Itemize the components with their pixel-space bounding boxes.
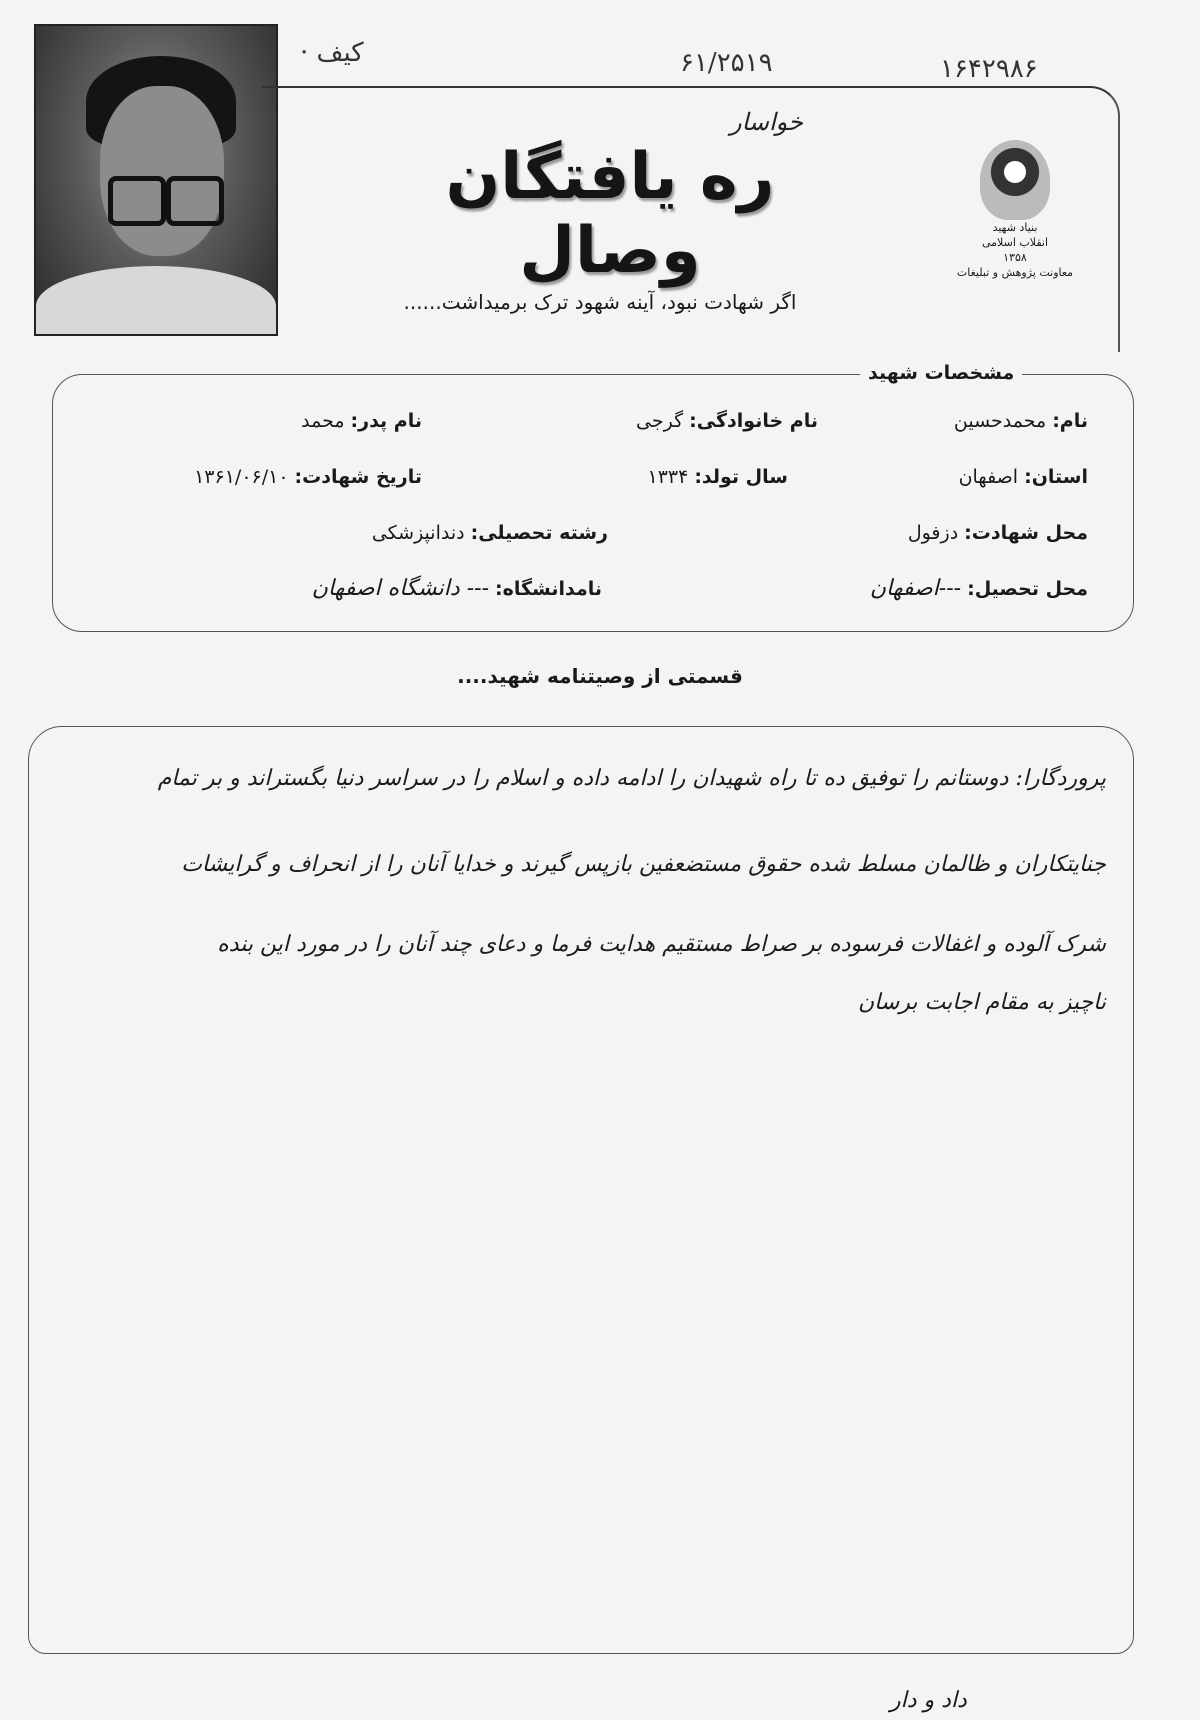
logo-line: انقلاب اسلامی bbox=[982, 236, 1048, 249]
logo-line: ۱۳۵۸ bbox=[1003, 251, 1027, 264]
field-university bbox=[312, 576, 602, 601]
field-value: ---اصفهان bbox=[869, 576, 962, 601]
field-study-major bbox=[372, 522, 608, 544]
field-study-place bbox=[870, 576, 1088, 601]
field-label: نام پدر: bbox=[350, 410, 422, 432]
martyr-photo bbox=[34, 24, 278, 336]
page-title: ره یافتگان وصال bbox=[445, 140, 775, 288]
will-line: ناچیز به مقام اجابت برسان bbox=[857, 990, 1106, 1015]
emblem-icon bbox=[980, 140, 1050, 220]
field-label: نام خانوادگی: bbox=[689, 410, 818, 432]
will-section-title: قسمتی از وصیتنامه شهید.... bbox=[457, 664, 743, 688]
page-subtitle: اگر شهادت نبود، آینه شهود ترک برمیداشت...... bbox=[403, 290, 797, 314]
field-martyrdom-place bbox=[908, 522, 1088, 544]
field-value: محمد bbox=[301, 410, 345, 432]
top-handwritten-marks: · کیف bbox=[300, 38, 364, 68]
logo-line: معاونت پژوهش و تبلیغات bbox=[956, 266, 1074, 279]
field-birth-year bbox=[647, 466, 788, 488]
will-line: شرک آلوده و اغفالات فرسوده بر صراط مستقیم هدایت فرما و دعای چند آنان را در مورد این بنده bbox=[217, 932, 1106, 957]
field-label: استان: bbox=[1024, 466, 1088, 488]
field-martyrdom-date bbox=[194, 466, 422, 488]
field-value: --- دانشگاه اصفهان bbox=[311, 576, 489, 601]
field-value: گرجی bbox=[636, 410, 684, 432]
field-label: نامدانشگاه: bbox=[495, 578, 602, 600]
logo-line: بنیاد شهید bbox=[992, 221, 1038, 234]
field-family-name bbox=[636, 410, 818, 432]
field-label: سال تولد: bbox=[694, 466, 788, 488]
field-name bbox=[954, 410, 1088, 432]
field-label: رشته تحصیلی: bbox=[470, 522, 608, 544]
header-handwritten-note: خواسار bbox=[730, 108, 803, 136]
field-value: محمدحسین bbox=[953, 410, 1047, 432]
file-number: ۱۶۴۲۹۸۶ bbox=[940, 54, 1038, 84]
will-line: جنایتکاران و ظالمان مسلط شده حقوق مستضعفین بازپس گیرند و خدایا آنان را از انحراف و گرایشات bbox=[181, 852, 1106, 877]
field-label: محل تحصیل: bbox=[967, 578, 1088, 600]
field-label: تاریخ شهادت: bbox=[294, 466, 422, 488]
field-label: محل شهادت: bbox=[964, 522, 1088, 544]
bottom-handwritten-note: داد و دار bbox=[890, 1688, 967, 1713]
field-province bbox=[959, 466, 1088, 488]
field-value: دزفول bbox=[907, 522, 959, 544]
field-value: اصفهان bbox=[958, 466, 1019, 488]
field-value: ۱۳۶۱/۰۶/۱۰ bbox=[194, 466, 289, 488]
foundation-logo bbox=[940, 140, 1090, 300]
field-father-name bbox=[301, 410, 422, 432]
field-label: نام: bbox=[1052, 410, 1088, 432]
field-value: ۱۳۳۴ bbox=[647, 466, 689, 488]
will-line: پروردگارا: دوستانم را توفیق ده تا راه شهیدان را ادامه داده و اسلام را در سراسر دنیا بگستراند و بر تمام bbox=[157, 766, 1106, 791]
reference-number: ۶۱/۲۵۱۹ bbox=[680, 48, 773, 78]
field-value: دندانپزشکی bbox=[371, 522, 465, 544]
profile-section-title: مشخصات شهید bbox=[860, 362, 1022, 384]
